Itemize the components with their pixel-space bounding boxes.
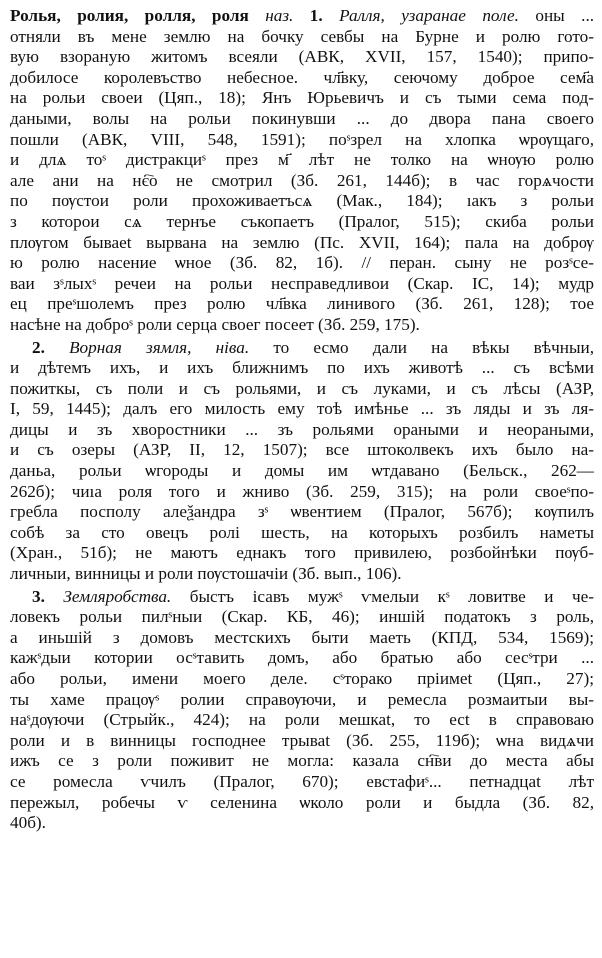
headword: Ролья, ролия, ролля, роля: [10, 6, 249, 25]
entry-line: пережыл, робечы ѵ селенина ѡколо роли и быдла (Зб. 82,: [10, 792, 594, 812]
entry-line: на рольи своеи (Цяп., 18); Янъ Юрьевичъ и съ тыми сема под-: [10, 88, 594, 108]
citation-text: быстъ ісавъ мужˢ ѵмелыи кˢ ловитве и че-: [189, 586, 594, 606]
entry-line-1: [10, 6, 594, 27]
entry-line: и съ озеры (АЗР, II, 12, 1507); все штоколвекъ ихъ было на-: [10, 440, 594, 460]
sense-3-gloss: Земляробства.: [63, 586, 172, 606]
citation-text: оны ...: [535, 6, 594, 25]
entry-line: ты хаме працѹˢ ролии справѹючи, и ремесла розмаитыи вы-: [10, 689, 594, 709]
entry-line: гребла посполу алеѯандра зˢ ѡвентием (Пралог, 567б); кѹпилъ: [10, 502, 594, 522]
entry-line: собѣ за сто овецъ ролі шесть, на которыхъ розбилъ наметы: [10, 522, 594, 542]
entry-line: 262б); чиıа роля того и жниво (Зб. 259, 315); на роли своеˢпо-: [10, 481, 594, 501]
entry-line: 40б).: [10, 813, 46, 833]
entry-line: пожиткы, съ поли и съ рольями, и съ луками, и съ лѣсы (АЗР,: [10, 378, 594, 398]
entry-line: наˢдѹючи (Стрыйк., 424); на роли мешкаt, то есt в справоваю: [10, 710, 594, 730]
sense-1-number: 1.: [309, 6, 323, 25]
entry-line: (Хран., 51б); не маютъ еднакъ того привилею, розбойнѣки пѹб-: [10, 543, 594, 563]
entry-line: ец преˢшолемъ през ролю чл҃вка линивого (Зб. 261, 128); тое: [10, 294, 594, 314]
sense-2-number: 2.: [32, 337, 45, 357]
entry-line: даными, волы на рольи покинувши ... до двора пана своего: [10, 108, 594, 128]
dictionary-page: [10, 6, 594, 952]
citation-text: то есмо дали на вѣкы вѣчныи,: [273, 337, 594, 357]
entry-line: даньа, рольи ѡгороды и домы им ѡтдавано (Бельск., 262—: [10, 461, 594, 481]
entry-line: роли и в винницы господнее трываt (Зб. 255, 119б); ѡна видѧчи: [10, 730, 594, 750]
entry-line: плѹгом бываеt вырвана на землю (Пс. XVII, 164); пала на добрѹ: [10, 232, 594, 252]
entry-line: ваи зˢлыхˢ речеи на рольи несправедливои (Скар. ІС, 14); мудр: [10, 273, 594, 293]
sense-3-number: 3.: [32, 586, 45, 606]
entry-line: ю ролю насение ѡное (Зб. 82, 1б). // перан. сыну не розˢсе-: [10, 253, 594, 273]
entry-line: але ани на нє҇о не смотрил (Зб. 261, 144б); в час горѧчости: [10, 170, 594, 190]
entry-line: або рольи, имени моего деле. сˢторако пріимеt (Цяп., 27);: [10, 669, 594, 688]
entry-line: пошли (АВК, VIII, 548, 1591); поˢзрел на хлопка ѡрѹщаго,: [10, 129, 594, 149]
entry-line: личныи, винницы и роли пѹстошачіи (Зб. вып., 106).: [10, 564, 402, 584]
entry-line: ловекъ рольи пилˢныи (Скар. КБ, 46); иншій податокъ з роль,: [10, 607, 594, 627]
entry-line: добилосе королевъство небесное. чл҃вку, сеючому доброе сем҃а: [10, 67, 594, 87]
sense-3-line-1: [10, 587, 594, 608]
entry-line: вую взораную житомъ всеяли (АВК, XVII, 157, 1540); припо-: [10, 47, 594, 67]
sense-1-gloss: Ралля, узаранае поле.: [339, 6, 519, 25]
entry-line: ижъ се з роли поживит не могла: казала сн҇ви до места абы: [10, 751, 594, 771]
part-of-speech: наз.: [265, 6, 294, 25]
entry-line: з которои сѧ тернъе съкопаетъ (Пралог, 515); скиба рольи: [10, 211, 594, 231]
sense-2-gloss: Ворная зямля, ніва.: [69, 337, 250, 357]
sense-2-line-1: [10, 338, 594, 359]
entry-line: се ромесла ѵчилъ (Пралог, 670); евстафиˢ... петнадцаt лѣт: [10, 771, 594, 791]
entry-line: I, 59, 1445); далъ его милость ему тоѣ имѣнье ... зъ ляды и зъ ля-: [10, 399, 594, 419]
entry-line: и длѧ тоˢ дистракциˢ през м҃ лѣт не толко на ѡнѹю ролю: [10, 150, 594, 170]
entry-line: дицы и зъ хворостники ... зъ рольями ораными и неораными,: [10, 419, 594, 439]
entry-line: отняли въ мене землю на бочку севбы на Бурне и ролю гото-: [10, 26, 594, 46]
entry-line: насѣне на доброˢ роли серца своег посеет (Зб. 259, 175).: [10, 314, 420, 334]
entry-line: а иньшій з домовъ местскихъ быти маеть (КПД, 534, 1569);: [10, 627, 594, 647]
entry-line: и дѣтемъ ихъ, и ихъ ближнимъ по ихъ животѣ ... съ всѣми: [10, 358, 594, 378]
entry-line: кажˢдыи котории осˢтавить домъ, або братью або сесˢтри ...: [10, 648, 594, 668]
entry-line: по пѹстои роли прохоживаетъсѧ (Мак., 184); ıакъ з рольи: [10, 191, 594, 211]
